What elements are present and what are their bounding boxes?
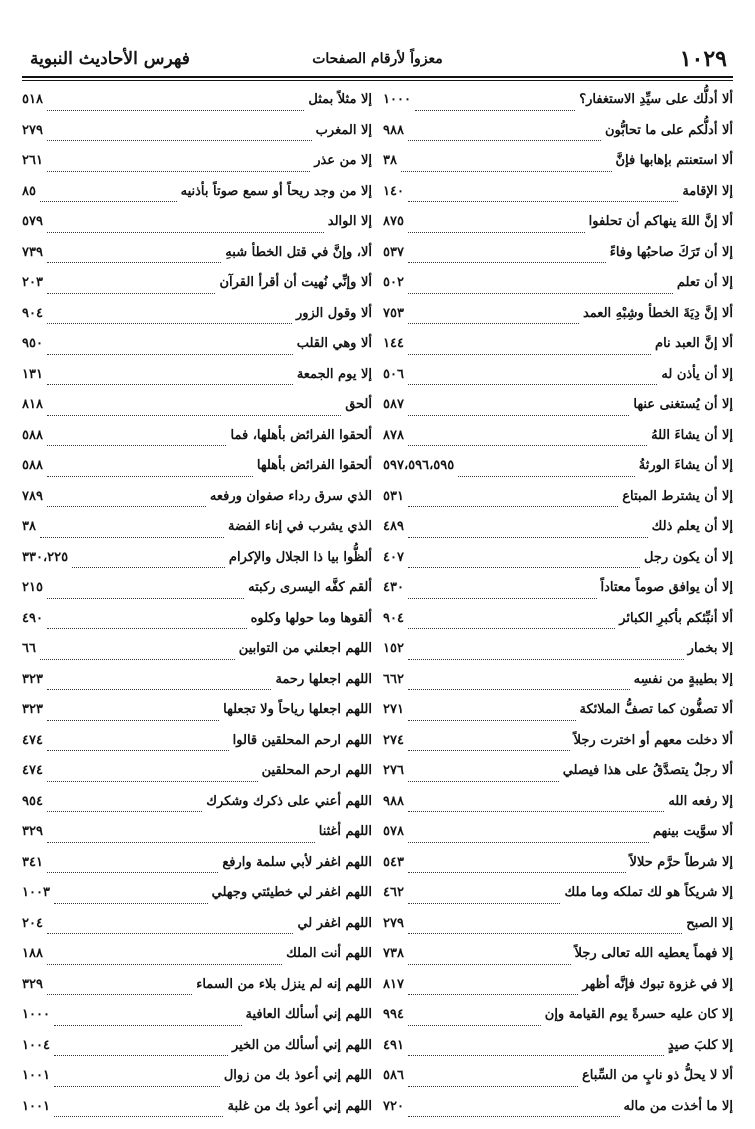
- hadith-text: إلا أن يشاءَ اللهُ: [651, 428, 733, 443]
- dot-leader: [47, 964, 282, 965]
- index-entry: [22, 489, 372, 520]
- dot-leader: [408, 781, 559, 782]
- dot-leader: [47, 720, 219, 721]
- index-entry: [22, 702, 372, 733]
- index-entry: [383, 550, 733, 581]
- hadith-text: ألقم كفَّه اليسرى ركبته: [248, 580, 372, 595]
- hadith-text: ألا وقول الزور: [296, 306, 372, 321]
- dot-leader: [408, 293, 673, 294]
- hadith-text: ألقوها وما حولها وكلوه: [251, 611, 372, 626]
- index-entry: [22, 92, 372, 123]
- index-entry: [383, 885, 733, 916]
- index-entry: [383, 580, 733, 611]
- dot-leader: [408, 1025, 541, 1026]
- index-entry: [383, 855, 733, 886]
- dot-leader: [47, 933, 294, 934]
- page-reference: ٣٢٩: [22, 977, 43, 992]
- index-entry: [22, 184, 372, 215]
- dot-leader: [408, 872, 626, 873]
- page-reference: ٧٢٠: [383, 1099, 404, 1114]
- hadith-text: ألا دخلت معهم أو اخترت رجلاً: [574, 733, 733, 748]
- hadith-text: ألا لا يحلُّ ذو نابٍ من السِّباع: [582, 1068, 733, 1083]
- index-entry: [22, 245, 372, 276]
- index-entry: [22, 1099, 372, 1129]
- page-reference: ٨٧٨: [383, 428, 404, 443]
- page-reference: ٩٠٤: [383, 611, 404, 626]
- index-entry: [383, 1068, 733, 1099]
- dot-leader: [408, 628, 615, 629]
- hadith-text: اللهم إني أسألك العافية: [246, 1007, 372, 1022]
- dot-leader: [47, 628, 247, 629]
- page-reference: ٣٨: [383, 153, 397, 168]
- hadith-text: اللهم اغفر لأبي سلمة وارفع: [222, 855, 372, 870]
- page-reference: ٩٥٠: [22, 336, 43, 351]
- hadith-text: إلا فهماً يعطيه الله تعالى رجلاً: [575, 946, 733, 961]
- hadith-text: ألا إنَّ العبد نام: [655, 336, 733, 351]
- hadith-text: ألا أنبِّئكم بأكبرِ الكبائر: [619, 611, 733, 626]
- index-entry: [383, 306, 733, 337]
- hadith-text: إلا ما أخذت من ماله: [624, 1099, 733, 1114]
- page-reference: ٢٠٤: [22, 916, 43, 931]
- page-reference: ٦٦٢: [383, 672, 404, 687]
- hadith-text: اللهم أعني على ذكرك وشكرك: [206, 794, 372, 809]
- index-entry: [383, 611, 733, 642]
- page-reference: ٢١٥: [22, 580, 43, 595]
- page-reference: ٥٨٧: [383, 397, 404, 412]
- index-entry: [383, 641, 733, 672]
- index-entry: [22, 519, 372, 550]
- hadith-text: اللهم اغفر لي خطيئتي وجهلي: [212, 885, 372, 900]
- hadith-text: إلا أن يُستغنى عنها: [633, 397, 733, 412]
- dot-leader: [47, 811, 202, 812]
- index-entry: [383, 489, 733, 520]
- index-entry: [383, 184, 733, 215]
- dot-leader: [415, 110, 575, 111]
- index-entry: [22, 367, 372, 398]
- index-entry: [22, 1007, 372, 1038]
- index-entry: [383, 92, 733, 123]
- dot-leader: [408, 689, 630, 690]
- dot-leader: [408, 994, 578, 995]
- hadith-text: اللهم إني أسألك من الخير: [232, 1038, 372, 1053]
- hadith-text: الذي يشرب في إناء الفضة: [228, 519, 372, 534]
- dot-leader: [40, 537, 224, 538]
- hadith-text: اللهم أنت الملك: [286, 946, 372, 961]
- hadith-text: إلا من وجد ريحاً أو سمع صوتاً بأذنيه: [181, 184, 372, 199]
- page-reference: ٩٥٤: [22, 794, 43, 809]
- dot-leader: [47, 140, 312, 141]
- hadith-text: ألحق: [345, 397, 372, 412]
- dot-leader: [47, 293, 216, 294]
- page-reference: ١٤٤: [383, 336, 404, 351]
- index-entry: [383, 702, 733, 733]
- hadith-text: إلا أن يشاءَ الورثةُ: [639, 458, 733, 473]
- page-reference: ١٠٠١: [22, 1068, 50, 1083]
- hadith-text: اللهم اجعلها رياحاً ولا تجعلها: [223, 702, 372, 717]
- dot-leader: [408, 659, 684, 660]
- hadith-text: اللهم أغثنا: [319, 824, 372, 839]
- index-entry: [383, 245, 733, 276]
- dot-leader: [408, 323, 579, 324]
- dot-leader: [47, 384, 293, 385]
- dot-leader: [40, 201, 177, 202]
- index-entry: [383, 794, 733, 825]
- page-reference: ٢٦١: [22, 153, 43, 168]
- page-reference: ٣٨: [22, 519, 36, 534]
- hadith-text: إلا أن يوافق صوماً معتاداً: [601, 580, 734, 595]
- hadith-text: إلا في غزوة تبوك فإنَّه أظهر: [582, 977, 733, 992]
- page-reference: ٧٨٩: [22, 489, 43, 504]
- index-entry: [22, 214, 372, 245]
- page-reference: ٥٣١: [383, 489, 404, 504]
- index-entry: [383, 367, 733, 398]
- index-entry: [22, 275, 372, 306]
- dot-leader: [47, 872, 218, 873]
- hadith-text: إلا بطيبةٍ من نفسِه: [634, 672, 733, 687]
- dot-leader: [408, 537, 648, 538]
- index-entry: [383, 1038, 733, 1069]
- dot-leader: [408, 415, 629, 416]
- page-reference: ١٨٨: [22, 946, 43, 961]
- index-entry: [22, 458, 372, 489]
- index-entry: [383, 397, 733, 428]
- index-entry: [22, 1068, 372, 1099]
- index-entry: [383, 763, 733, 794]
- index-entry: [22, 977, 372, 1008]
- hadith-text: اللهم اغفر لي: [297, 916, 372, 931]
- index-entry: [22, 946, 372, 977]
- page-reference: ٧٣٩: [22, 245, 43, 260]
- hadith-text: إلا أن تعلم: [677, 275, 733, 290]
- page-reference: ١٣١: [22, 367, 43, 382]
- page-reference: ٧٥٣: [383, 306, 404, 321]
- page-reference: ١٠٠٠: [383, 92, 411, 107]
- dot-leader: [408, 598, 597, 599]
- hadith-text: اللهم إني أعوذ بك من غلبة: [227, 1099, 372, 1114]
- index-entry: [383, 428, 733, 459]
- page-reference: ٥٩٧،٥٩٦،٥٩٥: [383, 458, 454, 473]
- index-entry: [383, 214, 733, 245]
- index-entry: [22, 885, 372, 916]
- dot-leader: [47, 110, 304, 111]
- index-column-right: [383, 92, 733, 1129]
- dot-leader: [408, 750, 570, 751]
- index-entry: [383, 458, 733, 489]
- page-reference: ٩٠٤: [22, 306, 43, 321]
- dot-leader: [408, 354, 651, 355]
- page-reference: ٥٧٩: [22, 214, 43, 229]
- index-entry: [383, 946, 733, 977]
- dot-leader: [47, 994, 192, 995]
- index-entry: [22, 824, 372, 855]
- index-entry: [383, 733, 733, 764]
- page-reference: ١٠٠١: [22, 1099, 50, 1114]
- page-reference: ٣٤١: [22, 855, 43, 870]
- index-entry: [22, 916, 372, 947]
- dot-leader: [408, 1086, 578, 1087]
- index-entry: [22, 428, 372, 459]
- page-reference: ٥٠٢: [383, 275, 404, 290]
- hadith-text: ألا، وإنَّ في قتل الخطأ شبهِ: [225, 245, 372, 260]
- dot-leader: [54, 903, 208, 904]
- index-entry: [383, 336, 733, 367]
- page-reference: ٢٧١: [383, 702, 404, 717]
- dot-leader: [47, 232, 324, 233]
- dot-leader: [47, 476, 253, 477]
- hadith-text: إلا أن يأذن له: [661, 367, 733, 382]
- hadith-text: ألا وإنِّي نُهيت أن أقرأ القرآن: [219, 275, 372, 290]
- hadith-text: إلا الإقامة: [682, 184, 733, 199]
- hadith-text: إلا كان عليه حسرةً يوم القيامة وإن: [545, 1007, 733, 1022]
- page-reference: ٥٧٨: [383, 824, 404, 839]
- index-entry: [383, 123, 733, 154]
- hadith-text: ألا استعنتم بإهابها فإنَّ: [616, 153, 734, 168]
- page-reference: ٤٩٠: [22, 611, 43, 626]
- dot-leader: [47, 171, 310, 172]
- index-entry: [22, 550, 372, 581]
- hadith-text: ألظُّوا بيا ذا الجلال والإكرام: [229, 550, 372, 565]
- dot-leader: [408, 1055, 664, 1056]
- hadith-text: اللهم ارحم المحلقين قالوا: [233, 733, 372, 748]
- page-number: ١٠٢٩: [680, 44, 727, 74]
- page-reference: ٤٣٠: [383, 580, 404, 595]
- page-reference: ٢٧٦: [383, 763, 404, 778]
- header-index-title: فهرس الأحاديث النبوية: [30, 44, 190, 74]
- index-entry: [22, 794, 372, 825]
- dot-leader: [47, 415, 341, 416]
- page-reference: ٤٧٤: [22, 763, 43, 778]
- page-reference: ١٠٠٤: [22, 1038, 50, 1053]
- page-reference: ٢٧٩: [383, 916, 404, 931]
- page-reference: ٨١٨: [22, 397, 43, 412]
- page-reference: ٨٧٥: [383, 214, 404, 229]
- dot-leader: [47, 323, 292, 324]
- page-reference: ٢٧٤: [383, 733, 404, 748]
- index-entry: [383, 275, 733, 306]
- index-entry: [22, 306, 372, 337]
- page-reference: ٤٩١: [383, 1038, 404, 1053]
- hadith-text: ألا وهي القلب: [297, 336, 372, 351]
- hadith-text: ألا رجلٌ يتصدَّقُ على هذا فيصلي: [563, 763, 733, 778]
- dot-leader: [47, 598, 244, 599]
- page-reference: ٢٠٣: [22, 275, 43, 290]
- hadith-text: ألحقوا الفرائض بأهلها: [257, 458, 372, 473]
- index-entry: [383, 977, 733, 1008]
- index-entry: [22, 855, 372, 886]
- index-entry: [383, 153, 733, 184]
- page-reference: ١٥٢: [383, 641, 404, 656]
- index-entry: [22, 611, 372, 642]
- dot-leader: [408, 567, 640, 568]
- hadith-text: إلا أن يشترط المبتاع: [622, 489, 733, 504]
- dot-leader: [408, 140, 601, 141]
- index-entry: [22, 336, 372, 367]
- hadith-text: إلا بخمار: [688, 641, 733, 656]
- hadith-text: إلا شريكاً هو لك تملكه وما ملك: [564, 885, 733, 900]
- index-entry: [22, 580, 372, 611]
- page-header: [22, 44, 733, 74]
- index-entry: [22, 763, 372, 794]
- page-reference: ٨١٧: [383, 977, 404, 992]
- index-entry: [383, 824, 733, 855]
- hadith-text: ألا تصفُّون كما تصفُّ الملائكة: [580, 702, 734, 717]
- page-reference: ٥٠٦: [383, 367, 404, 382]
- page-reference: ٨٥: [22, 184, 36, 199]
- page-reference: ٥٤٣: [383, 855, 404, 870]
- page-reference: ٢٧٩: [22, 123, 43, 138]
- dot-leader: [54, 1055, 228, 1056]
- hadith-text: إلا الوالد: [328, 214, 372, 229]
- dot-leader: [54, 1025, 242, 1026]
- page-reference: ١٠٠٣: [22, 885, 50, 900]
- hadith-text: إلا الصبح: [686, 916, 733, 931]
- dot-leader: [458, 476, 635, 477]
- dot-leader: [54, 1086, 220, 1087]
- page-reference: ٧٣٨: [383, 946, 404, 961]
- page-reference: ٥٨٨: [22, 458, 43, 473]
- page-reference: ٩٨٨: [383, 123, 404, 138]
- index-entry: [383, 916, 733, 947]
- index-entry: [22, 672, 372, 703]
- dot-leader: [47, 750, 229, 751]
- hadith-text: الذي سرق رداء صفوان ورفعه: [210, 489, 372, 504]
- hadith-text: إلا أن تَرَكَ صاحبُها وفاءً: [610, 245, 733, 260]
- index-entry: [383, 1007, 733, 1038]
- index-entry: [383, 1099, 733, 1129]
- page-reference: ٥٣٧: [383, 245, 404, 260]
- hadith-text: ألا إنَّ اللهَ ينهاكم أن تحلفوا: [589, 214, 733, 229]
- hadith-text: إلا شرطاً حرَّم حلالاً: [630, 855, 733, 870]
- hadith-text: اللهم إني أعوذ بك من زوال: [224, 1068, 372, 1083]
- hadith-text: إلا كلبَ صيدٍ: [668, 1038, 733, 1053]
- dot-leader: [47, 689, 271, 690]
- hadith-text: اللهم إنه لم ينزل بلاء من السماء: [196, 977, 372, 992]
- page-reference: ٤٦٢: [383, 885, 404, 900]
- dot-leader: [408, 842, 649, 843]
- dot-leader: [408, 903, 561, 904]
- dot-leader: [54, 1116, 224, 1117]
- hadith-text: ألا إنَّ دِيَةَ الخطأ وشِبْهِ العمد: [583, 306, 733, 321]
- hadith-text: إلا المغرب: [316, 123, 372, 138]
- dot-leader: [47, 445, 227, 446]
- dot-leader: [47, 262, 221, 263]
- hadith-text: اللهم اجعلني من التوابين: [239, 641, 372, 656]
- dot-leader: [40, 659, 235, 660]
- page-reference: ٣٣٠،٢٢٥: [22, 550, 68, 565]
- dot-leader: [47, 506, 206, 507]
- dot-leader: [408, 811, 664, 812]
- dot-leader: [408, 232, 585, 233]
- index-entry: [383, 519, 733, 550]
- dot-leader: [47, 354, 293, 355]
- dot-leader: [408, 384, 657, 385]
- page-reference: ٤٨٩: [383, 519, 404, 534]
- hadith-text: إلا مثلاً بمثل: [308, 92, 372, 107]
- page-reference: ٤٠٧: [383, 550, 404, 565]
- dot-leader: [408, 506, 618, 507]
- dot-leader: [408, 1116, 620, 1117]
- page-reference: ٣٢٩: [22, 824, 43, 839]
- hadith-text: إلا يوم الجمعة: [297, 367, 372, 382]
- page-reference: ٩٩٤: [383, 1007, 404, 1022]
- dot-leader: [401, 171, 612, 172]
- index-entry: [22, 641, 372, 672]
- dot-leader: [408, 964, 571, 965]
- index-entry: [22, 733, 372, 764]
- hadith-text: إلا رفعه الله: [668, 794, 733, 809]
- dot-leader: [72, 567, 225, 568]
- header-center-title: معزواً لأرقام الصفحات: [22, 44, 733, 74]
- index-entry: [22, 153, 372, 184]
- hadith-text: إلا من عذر: [314, 153, 372, 168]
- hadith-text: إلا أن يكون رجل: [644, 550, 733, 565]
- page-reference: ١٤٠: [383, 184, 404, 199]
- hadith-text: إلا أن يعلم ذلك: [652, 519, 733, 534]
- hadith-text: اللهم ارحم المحلقين: [262, 763, 372, 778]
- dot-leader: [408, 262, 606, 263]
- page-reference: ٣٢٣: [22, 702, 43, 717]
- page-reference: ٥٨٨: [22, 428, 43, 443]
- page-reference: ١٠٠٠: [22, 1007, 50, 1022]
- page-reference: ٥١٨: [22, 92, 43, 107]
- page-reference: ٥٨٦: [383, 1068, 404, 1083]
- dot-leader: [408, 933, 682, 934]
- dot-leader: [408, 720, 576, 721]
- index-entry: [22, 123, 372, 154]
- page-reference: ٣٢٣: [22, 672, 43, 687]
- index-entry: [22, 397, 372, 428]
- index-entry: [22, 1038, 372, 1069]
- hadith-text: ألحقوا الفرائض بأهلها، فما: [230, 428, 372, 443]
- dot-leader: [408, 445, 647, 446]
- page-reference: ٦٦: [22, 641, 36, 656]
- hadith-text: ألا أدلُّك على سيِّدِ الاستغفار؟: [579, 92, 733, 107]
- index-entry: [383, 672, 733, 703]
- index-column-left: [22, 92, 372, 1129]
- dot-leader: [47, 842, 315, 843]
- page-reference: ٤٧٤: [22, 733, 43, 748]
- hadith-text: ألا أدلُّكم على ما تحابُّون: [605, 123, 733, 138]
- dot-leader: [408, 201, 678, 202]
- dot-leader: [47, 781, 258, 782]
- header-rule: [22, 76, 733, 81]
- hadith-text: اللهم اجعلها رحمة: [275, 672, 372, 687]
- hadith-text: ألا سوَّيت بينهم: [653, 824, 733, 839]
- page-reference: ٩٨٨: [383, 794, 404, 809]
